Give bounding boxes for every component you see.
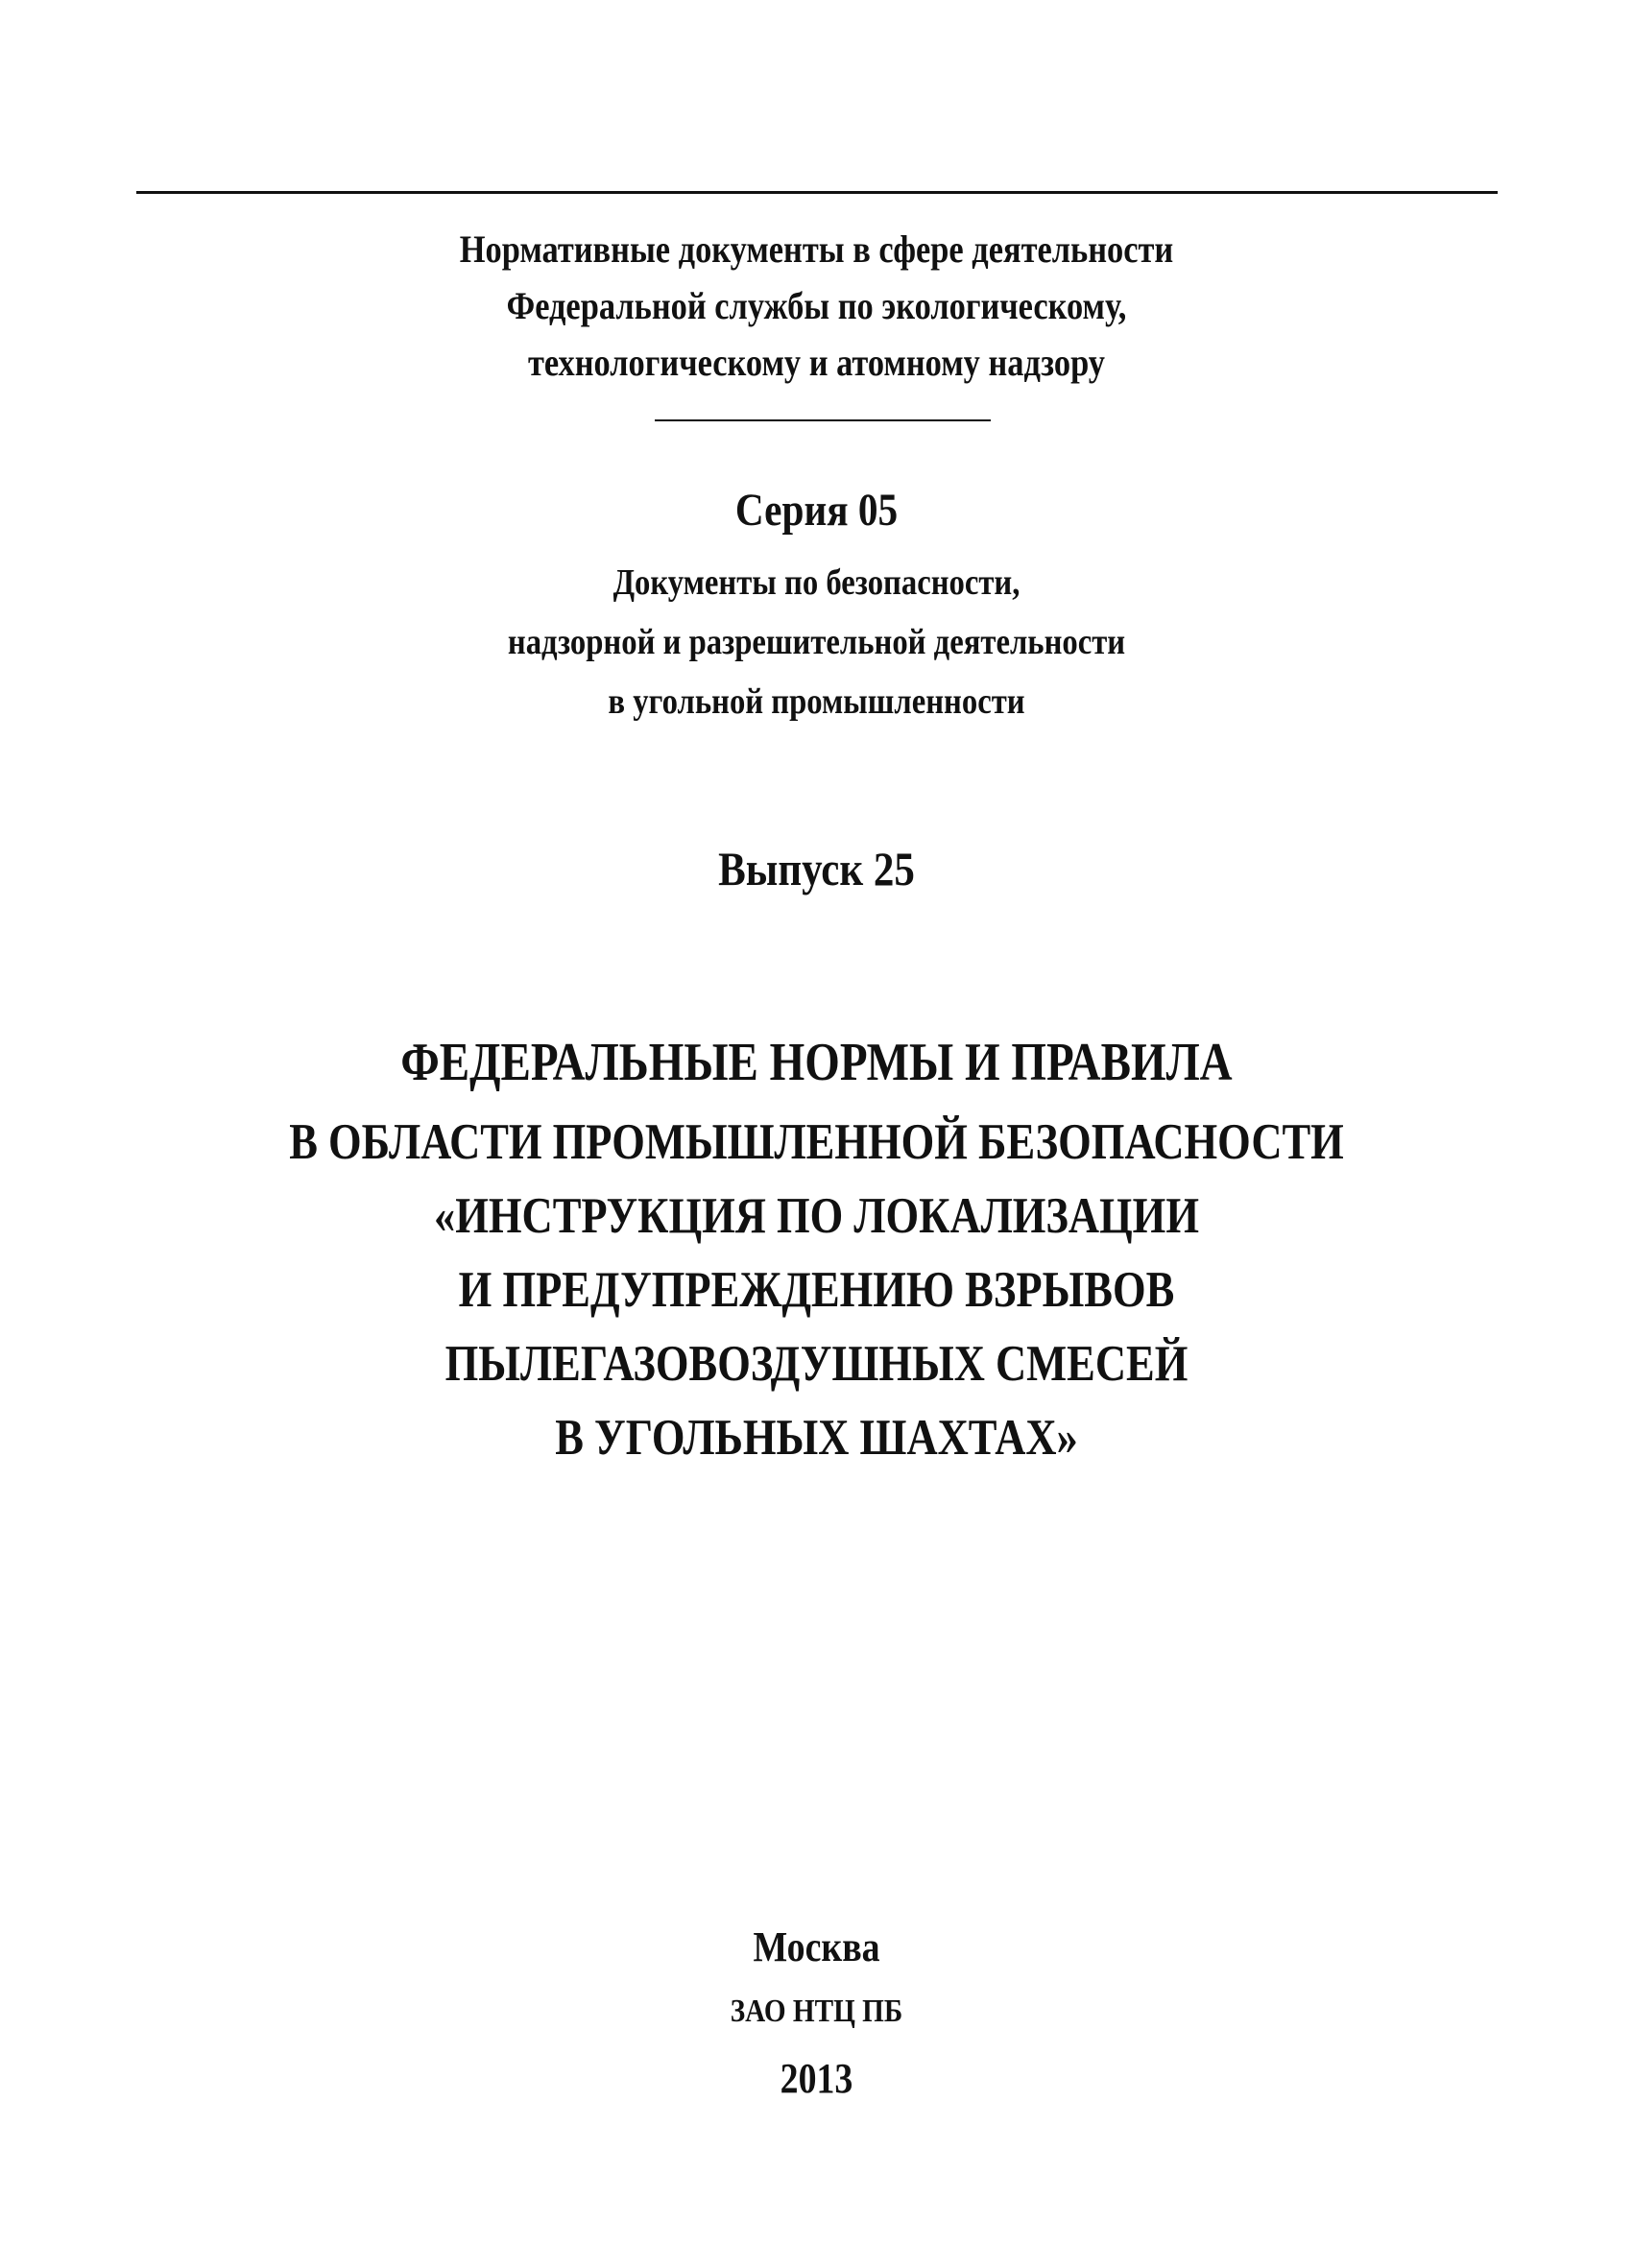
- series-description-line-1: Документы по безопасности,: [612, 562, 1021, 603]
- imprint-city: Москва: [753, 1923, 880, 1970]
- issue-label: Выпуск 25: [718, 842, 915, 895]
- agency-line-2: Федеральной службы по экологическому,: [506, 284, 1127, 327]
- agency-line-1: Нормативные документы в сфере деятельности: [459, 227, 1174, 271]
- document-title-line-6: В УГОЛЬНЫХ ШАХТАХ»: [555, 1410, 1078, 1466]
- series-description-line-3: в угольной промышленности: [608, 681, 1025, 722]
- document-title-line-1: ФЕДЕРАЛЬНЫЕ НОРМЫ И ПРАВИЛА: [400, 1033, 1233, 1092]
- document-title-line-5: ПЫЛЕГАЗОВОЗДУШНЫХ СМЕСЕЙ: [444, 1336, 1189, 1392]
- top-rule: [136, 191, 1498, 194]
- header-divider: [655, 419, 991, 421]
- series-description-line-2: надзорной и разрешительной деятельности: [507, 622, 1126, 662]
- document-title-line-3: «ИНСТРУКЦИЯ ПО ЛОКАЛИЗАЦИИ: [434, 1188, 1199, 1244]
- imprint-publisher: ЗАО НТЦ ПБ: [730, 1993, 903, 2029]
- document-title-line-4: И ПРЕДУПРЕЖДЕНИЮ ВЗРЫВОВ: [458, 1262, 1175, 1318]
- agency-line-3: технологическому и атомному надзору: [528, 341, 1105, 384]
- document-title-line-2: В ОБЛАСТИ ПРОМЫШЛЕННОЙ БЕЗОПАСНОСТИ: [289, 1114, 1344, 1170]
- series-title: Серия 05: [734, 485, 899, 536]
- imprint-year: 2013: [780, 2055, 853, 2102]
